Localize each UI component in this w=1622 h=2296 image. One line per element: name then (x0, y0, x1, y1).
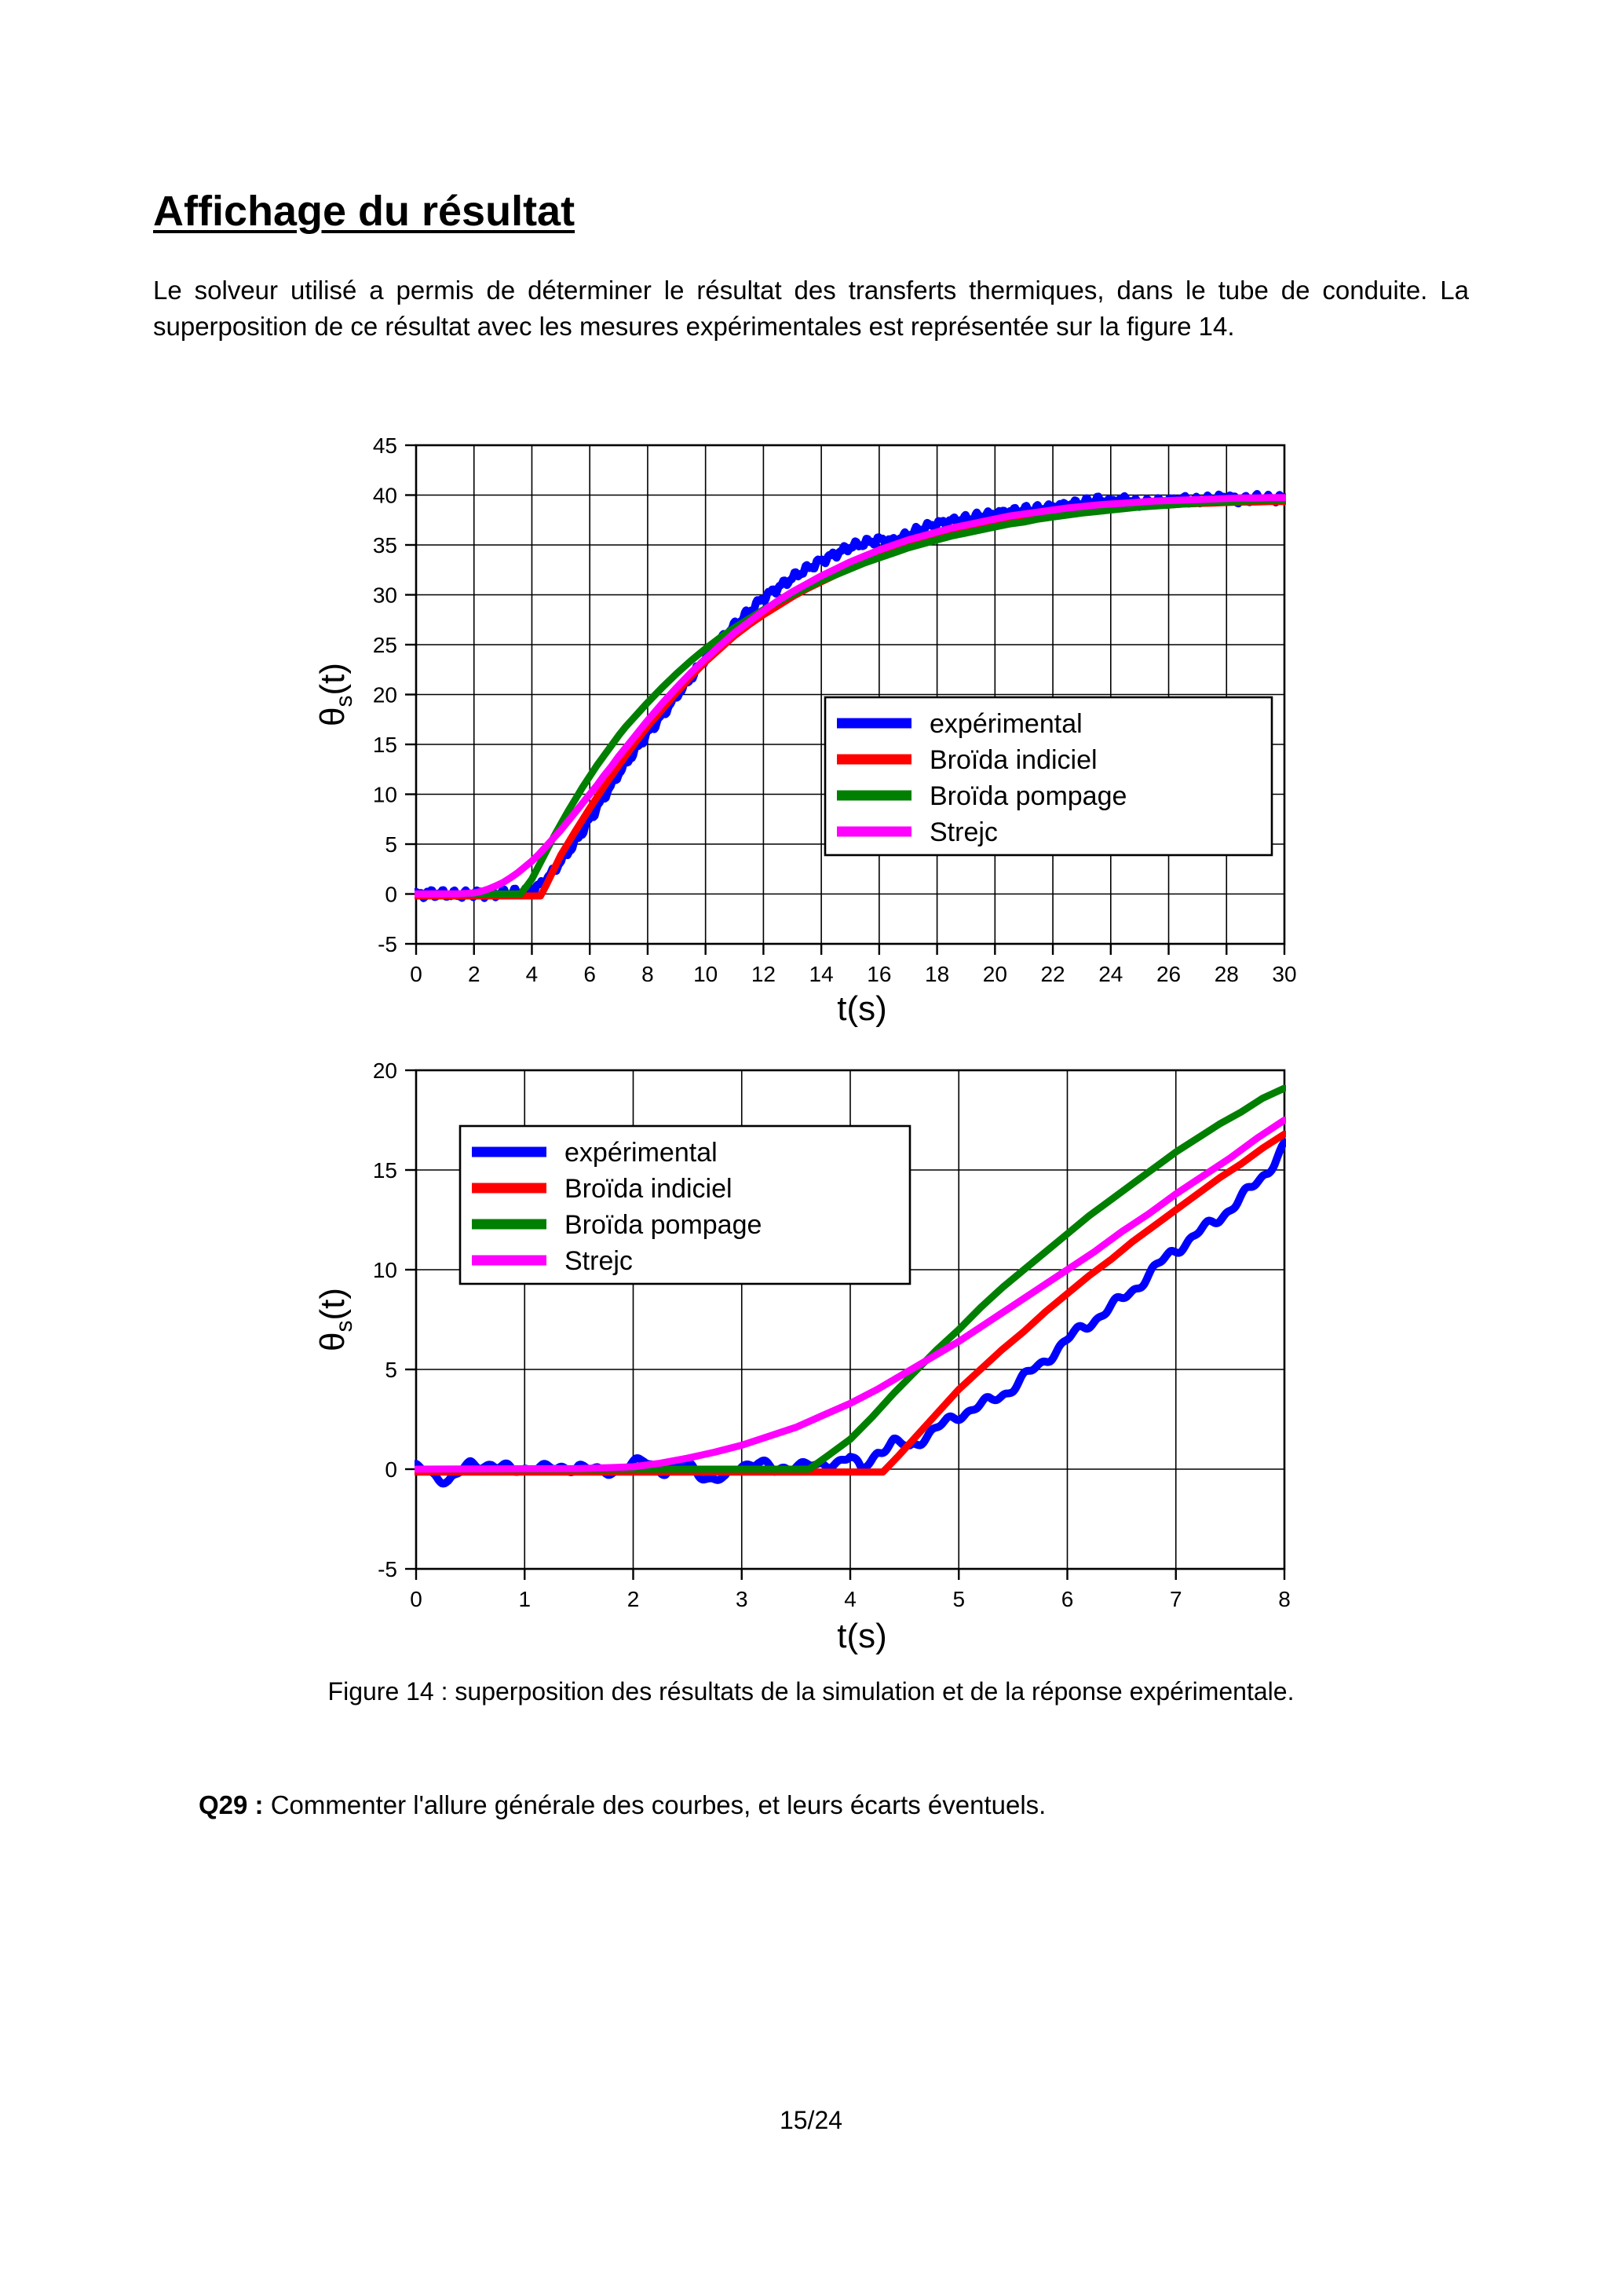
svg-text:10: 10 (372, 1258, 397, 1282)
svg-text:-5: -5 (378, 932, 397, 956)
svg-text:0: 0 (385, 1457, 397, 1482)
svg-text:35: 35 (372, 533, 397, 558)
svg-text:12: 12 (751, 962, 776, 986)
svg-text:40: 40 (372, 483, 397, 508)
svg-text:26: 26 (1156, 962, 1182, 986)
svg-text:20: 20 (372, 1058, 397, 1083)
svg-text:16: 16 (867, 962, 892, 986)
page-title: Affichage du résultat (153, 188, 575, 235)
svg-text:Strejc: Strejc (564, 1246, 633, 1276)
svg-text:0: 0 (410, 1587, 422, 1611)
figure-caption: Figure 14 : superposition des résultats de la simulation et de la réponse expérimentale. (327, 1677, 1295, 1706)
svg-text:6: 6 (1061, 1587, 1074, 1611)
question-q29 (199, 1790, 1533, 1820)
question-q29-label: Q29 : (199, 1790, 264, 1819)
svg-text:θs(t): $\theta_s(t)$ (313, 1287, 357, 1352)
svg-text:45: 45 (372, 433, 397, 458)
svg-text:1: 1 (518, 1587, 532, 1611)
svg-text:2: 2 (627, 1587, 640, 1611)
svg-text:expérimental: expérimental (930, 709, 1083, 739)
page-number: 15/24 (779, 2106, 843, 2134)
svg-text:30: 30 (1272, 962, 1297, 986)
svg-text:15: 15 (372, 1158, 397, 1183)
svg-text:4: 4 (844, 1587, 857, 1611)
chart-top-theta-vs-time (283, 428, 1366, 1056)
svg-text:0: 0 (385, 882, 397, 907)
question-q29-text: Commenter l'allure générale des courbes, et leurs écarts éventuels. (263, 1790, 1047, 1819)
svg-text:t(s): t(s) (837, 989, 887, 1028)
svg-text:θs(t): $\theta_s(t)$ (313, 662, 357, 727)
svg-text:14: 14 (809, 962, 834, 986)
svg-text:8: 8 (641, 962, 654, 986)
svg-text:20: 20 (372, 682, 397, 707)
svg-text:8: 8 (1278, 1587, 1291, 1611)
svg-text:5: 5 (952, 1587, 966, 1611)
svg-text:4: 4 (525, 962, 539, 986)
svg-text:-5: -5 (378, 1557, 397, 1581)
svg-text:10: 10 (693, 962, 718, 986)
svg-text:24: 24 (1098, 962, 1123, 986)
svg-text:Broïda pompage: Broïda pompage (564, 1210, 762, 1240)
svg-text:15: 15 (372, 733, 397, 757)
svg-text:18: 18 (925, 962, 950, 986)
svg-text:t(s): t(s) (837, 1617, 887, 1655)
svg-text:20: 20 (982, 962, 1007, 986)
svg-text:10: 10 (372, 782, 397, 807)
svg-text:25: 25 (372, 633, 397, 657)
intro-paragraph: Le solveur utilisé a permis de déterminer le résultat des transferts thermiques, dans le tube de conduite. La superposition de ce résultat avec les mesures expérimentales est représentée sur la figure 14. (153, 276, 1469, 341)
svg-text:0: 0 (410, 962, 422, 986)
chart-bottom-theta-vs-time-zoom (283, 1052, 1366, 1696)
svg-text:Broïda pompage: Broïda pompage (930, 781, 1127, 811)
svg-text:Broïda indiciel: Broïda indiciel (564, 1174, 732, 1204)
svg-text:22: 22 (1040, 962, 1065, 986)
svg-text:3: 3 (735, 1587, 748, 1611)
svg-text:28: 28 (1214, 962, 1239, 986)
svg-text:6: 6 (583, 962, 596, 986)
svg-text:Broïda indiciel: Broïda indiciel (930, 745, 1098, 775)
svg-text:Strejc: Strejc (930, 817, 998, 847)
svg-text:7: 7 (1169, 1587, 1182, 1611)
svg-text:2: 2 (467, 962, 480, 986)
svg-text:30: 30 (372, 583, 397, 608)
svg-text:5: 5 (385, 1358, 397, 1382)
svg-text:expérimental: expérimental (564, 1138, 718, 1168)
svg-text:5: 5 (385, 832, 397, 857)
